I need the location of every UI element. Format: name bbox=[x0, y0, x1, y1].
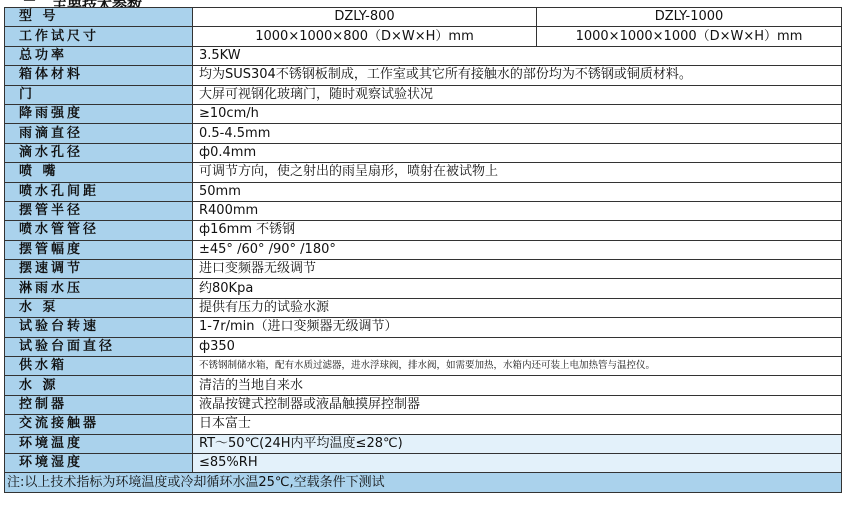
row-value: 50mm bbox=[193, 182, 842, 201]
row-value: 提供有压力的试验水源 bbox=[193, 298, 842, 317]
row-label: 供水箱 bbox=[5, 357, 193, 376]
row-label: 降雨强度 bbox=[5, 104, 193, 123]
row-label: 水 泵 bbox=[5, 298, 193, 317]
row-label: 环境温度 bbox=[5, 434, 193, 453]
row-value: ≥10cm/h bbox=[193, 104, 842, 123]
row-label: 摆管半径 bbox=[5, 201, 193, 220]
row-value: 3.5KW bbox=[193, 46, 842, 65]
row-label: 控制器 bbox=[5, 395, 193, 414]
table-row bbox=[5, 201, 842, 220]
row-label: 雨滴直径 bbox=[5, 124, 193, 143]
table-row bbox=[5, 46, 842, 65]
footnote: 注:以上技术指标为环境温度或冷却循环水温25℃,空载条件下测试 bbox=[5, 473, 842, 492]
table-row-work-size bbox=[5, 27, 842, 46]
table-row bbox=[5, 85, 842, 104]
row-label: 喷水管管径 bbox=[5, 221, 193, 240]
row-label: 工作试尺寸 bbox=[5, 27, 193, 46]
row-value: ф350 bbox=[193, 337, 842, 356]
row-label: 淋雨水压 bbox=[5, 279, 193, 298]
row-value: ф16mm 不锈钢 bbox=[193, 221, 842, 240]
table-row bbox=[5, 104, 842, 123]
model-dzly-800: DZLY-800 bbox=[193, 8, 537, 27]
table-row bbox=[5, 395, 842, 414]
table-row bbox=[5, 298, 842, 317]
table-row bbox=[5, 434, 842, 453]
table-row bbox=[5, 66, 842, 85]
table-row bbox=[5, 318, 842, 337]
row-value: 0.5-4.5mm bbox=[193, 124, 842, 143]
row-value: 均为SUS304不锈钢板制成，工作室或其它所有接触水的部份均为不锈钢或铜质材料。 bbox=[193, 66, 842, 85]
table-row bbox=[5, 163, 842, 182]
row-value: 进口变频器无级调节 bbox=[193, 260, 842, 279]
model-label: 型 号 bbox=[5, 8, 193, 27]
table-row bbox=[5, 124, 842, 143]
row-value: R400mm bbox=[193, 201, 842, 220]
row-value: RT～50℃(24H内平均温度≤28℃) bbox=[193, 434, 842, 453]
table-row bbox=[5, 453, 842, 472]
row-label: 环境湿度 bbox=[5, 453, 193, 472]
row-label: 水 源 bbox=[5, 376, 193, 395]
row-label: 试验台转速 bbox=[5, 318, 193, 337]
table-header-row bbox=[5, 8, 842, 27]
row-label: 喷 嘴 bbox=[5, 163, 193, 182]
table-row bbox=[5, 337, 842, 356]
row-value: ф0.4mm bbox=[193, 143, 842, 162]
row-value: 约80Kpa bbox=[193, 279, 842, 298]
table-row bbox=[5, 260, 842, 279]
row-label: 门 bbox=[5, 85, 193, 104]
row-label: 摆管幅度 bbox=[5, 240, 193, 259]
row-value: 液晶按键式控制器或液晶触摸屏控制器 bbox=[193, 395, 842, 414]
row-label: 总功率 bbox=[5, 46, 193, 65]
table-row bbox=[5, 143, 842, 162]
table-row bbox=[5, 415, 842, 434]
row-value: 日本富士 bbox=[193, 415, 842, 434]
row-label: 交流接触器 bbox=[5, 415, 193, 434]
row-value: ≤85%RH bbox=[193, 453, 842, 472]
table-row bbox=[5, 279, 842, 298]
row-label: 滴水孔径 bbox=[5, 143, 193, 162]
table-note-row bbox=[5, 473, 842, 492]
row-label: 喷水孔间距 bbox=[5, 182, 193, 201]
row-value: 清洁的当地自来水 bbox=[193, 376, 842, 395]
row-value: 不锈钢制储水箱，配有水质过滤器，进水浮球阀，排水阀，如需要加热，水箱内还可装上电加热管与温控仪。 bbox=[193, 357, 842, 376]
model-dzly-1000: DZLY-1000 bbox=[537, 8, 842, 27]
table-row bbox=[5, 357, 842, 376]
row-value: 1-7r/min（进口变频器无级调节） bbox=[193, 318, 842, 337]
table-row bbox=[5, 376, 842, 395]
size-value-1000: 1000×1000×1000（D×W×H）mm bbox=[537, 27, 842, 46]
row-value: ±45° /60° /90° /180° bbox=[193, 240, 842, 259]
row-label: 摆速调节 bbox=[5, 260, 193, 279]
table-row bbox=[5, 182, 842, 201]
row-label: 箱体材料 bbox=[5, 66, 193, 85]
row-label: 试验台面直径 bbox=[5, 337, 193, 356]
row-value: 可调节方向，使之射出的雨呈扇形，喷射在被试物上 bbox=[193, 163, 842, 182]
table-row bbox=[5, 240, 842, 259]
spec-table bbox=[4, 7, 842, 493]
row-value: 大屏可视钢化玻璃门，随时观察试验状况 bbox=[193, 85, 842, 104]
table-row bbox=[5, 221, 842, 240]
size-value-800: 1000×1000×800（D×W×H）mm bbox=[193, 27, 537, 46]
